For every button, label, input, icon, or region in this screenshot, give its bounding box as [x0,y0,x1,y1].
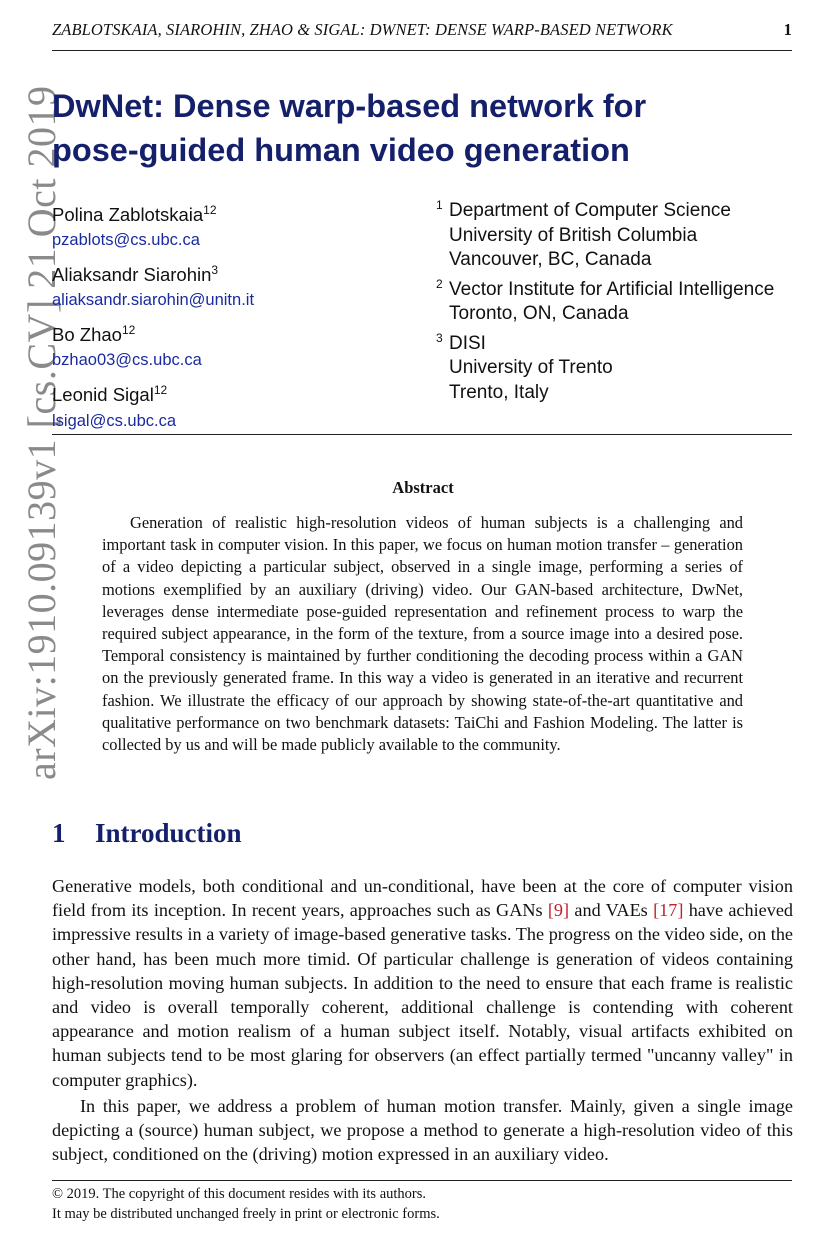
affiliation-list [436,199,774,410]
page-number: 1 [783,20,792,39]
paper-title [52,84,792,172]
author-name: Leonid Sigal$^{12}$ [52,383,168,406]
author-email-link[interactable]: lsigal@cs.ubc.ca [52,411,177,430]
section-title: Introduction [95,818,242,848]
affiliation: 1 Department of Computer Science University of British Columbia Vancouver, BC, Canada [436,198,731,270]
author [52,198,254,254]
author-name: Polina Zablotskaia$^{12}$ [52,203,217,226]
abstract-text: Generation of realistic high-resolution videos of human subjects is a challenging and important task in computer vision. In this paper, we focus on human motion transfer – generation of a video depicting a particular subject, observed in a single image, performing a series of motions exemplified by an auxiliary (driving) video. Our GAN-based architecture, DwNet, leverages dense intermediate pose-guided representation and refinement process to warp the required subject appearance, in the form of the texture, from a source image into a desired pose. Temporal consistency is maintained by further conditioning the decoding process within a GAN on the previously generated frame. In this way a video is generated in an iterative and recurrent fashion. We illustrate the efficacy of our approach by showing state-of-the-art quantitative and qualitative performance on two benchmark datasets: TaiChi and Fashion Modeling. The latter is collected by us and will be made publicly available to the community. [102,513,743,755]
author-list [52,198,254,439]
footer-rule [52,1180,792,1181]
citation-link[interactable]: [9] [547,900,570,921]
body-paragraph: Generative models, both conditional and un-conditional, have been at the core of computer vision field from its inception. In recent years, approaches such as GANs [9] and VAEs [17] have achieved impressive results in a variety of image-based generative tasks. The progress on the video side, on the other hand, has been much more timid. Of particular challenge is generation of videos containing high-resolution moving human subjects. In addition to the need to ensure that each frame is realistic and video is overall temporally coherent, additional challenge is contending with coherent appearance and motion realism of a human subject itself. Notably, visual artifacts exhibited on human subjects tend to be most glaring for observers (an effect partially termed "uncanny valley" in computer graphics). [52,876,793,1090]
citation-link[interactable]: [17] [653,900,684,921]
author [52,318,254,374]
author-email-link[interactable]: bzhao03@cs.ubc.ca [52,351,202,370]
section-number: 1 [52,818,66,848]
arxiv-stamp: arXiv:1910.09139v1 [cs.CV] 21 Oct 2019 [19,85,64,780]
title-line-1: DwNet: Dense warp-based network for [52,88,647,124]
body-paragraph: In this paper, we address a problem of human motion transfer. Mainly, given a single image depicting a (source) human subject, we propose a method to generate a high-resolution video of this subject, conditioned on the (driving) motion expressed in an auxiliary video. [52,1096,793,1165]
title-line-2: pose-guided human video generation [52,132,630,168]
running-title: ZABLOTSKAIA, SIAROHIN, ZHAO & SIGAL: DWNET: DENSE WARP-BASED NETWORK [52,20,673,39]
abstract-heading: Abstract [392,478,454,497]
author-name: Aliaksandr Siarohin$^3$ [52,263,219,286]
affiliation: 2 Vector Institute for Artificial Intelligence Toronto, ON, Canada [436,276,775,324]
section-heading [52,818,242,849]
copyright-footer: © 2019. The copyright of this document resides with its authors. It may be distributed unchanged freely in print or electronic forms. [52,1186,440,1222]
author [52,258,254,314]
header-rule [52,50,792,51]
author [52,378,254,434]
running-header [52,20,792,42]
author-name: Bo Zhao$^{12}$ [52,323,136,346]
affiliation: 3 DISI University of Trento Trento, Italy [436,330,613,403]
title-block-rule [52,434,792,435]
author-email-link[interactable]: aliaksandr.siarohin@unitn.it [52,291,255,310]
author-email-link[interactable]: pzablots@cs.ubc.ca [52,231,200,250]
